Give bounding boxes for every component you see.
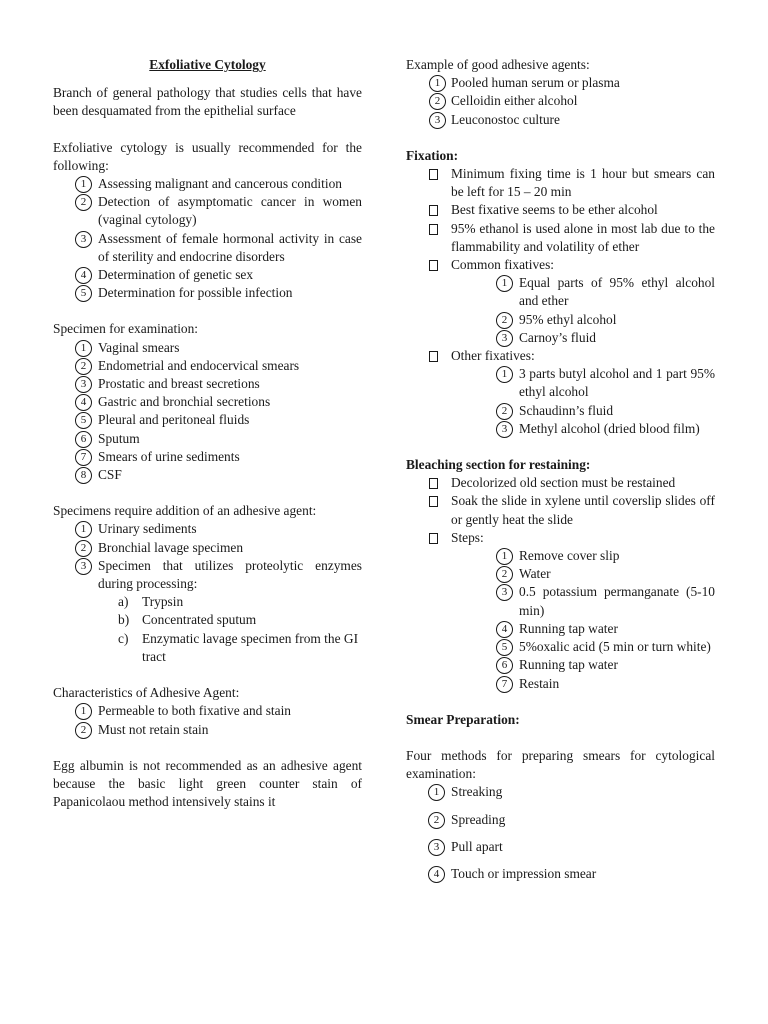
circled-number: 1 bbox=[496, 548, 513, 565]
list-item: 4 Determination of genetic sex bbox=[53, 266, 362, 284]
list-item: 2 Detection of asymptomatic cancer in women (vaginal cytology) bbox=[53, 193, 362, 229]
list-item: 2 Spreading bbox=[428, 811, 715, 829]
fixation-list bbox=[406, 165, 715, 438]
circled-number: 5 bbox=[75, 412, 92, 429]
checkbox-bullet-icon bbox=[429, 205, 438, 216]
fixation-heading: Fixation: bbox=[406, 147, 459, 163]
circled-number: 2 bbox=[75, 540, 92, 557]
list-item: 1 Vaginal smears bbox=[53, 339, 362, 357]
recommended-heading: Exfoliative cytology is usually recommended for the following: bbox=[53, 139, 362, 173]
circled-number: 2 bbox=[496, 312, 513, 329]
list-item: 1 3 parts butyl alcohol and 1 part 95% ethyl alcohol bbox=[496, 365, 715, 401]
bleaching-heading: Bleaching section for restaining: bbox=[406, 457, 591, 473]
list-item: 2 Must not retain stain bbox=[53, 721, 362, 739]
intro-paragraph: Branch of general pathology that studies cells that have been desquamated from the epithelial surface bbox=[53, 85, 362, 119]
circled-number: 6 bbox=[75, 431, 92, 448]
circled-number: 1 bbox=[496, 366, 513, 383]
circled-number: 4 bbox=[428, 866, 445, 883]
bleaching-steps-list bbox=[496, 547, 715, 693]
list-item: 2 Schaudinn’s fluid bbox=[496, 402, 715, 420]
circled-number: 2 bbox=[75, 358, 92, 375]
circled-number: 3 bbox=[429, 112, 446, 129]
list-item: 6 Sputum bbox=[53, 430, 362, 448]
list-item: 7 Restain bbox=[496, 675, 715, 693]
egg-albumin-paragraph: Egg albumin is not recommended as an adhesive agent because the basic light green counter stain of Papanicolaou method intensively stains it bbox=[53, 757, 362, 810]
list-item: c) Enzymatic lavage specimen from the GI tract bbox=[118, 630, 359, 664]
smear-methods-list bbox=[428, 783, 715, 883]
list-item: 3 Prostatic and breast secretions bbox=[53, 375, 362, 393]
list-item: 5 Pleural and peritoneal fluids bbox=[53, 411, 362, 429]
list-item: 7 Smears of urine sediments bbox=[53, 448, 362, 466]
circled-number: 3 bbox=[75, 558, 92, 575]
checkbox-bullet-icon bbox=[429, 496, 438, 507]
other-fixatives-list bbox=[496, 365, 715, 438]
circled-number: 1 bbox=[496, 275, 513, 292]
circled-number: 2 bbox=[496, 566, 513, 583]
list-item: 3 Leuconostoc culture bbox=[406, 111, 715, 129]
list-item: 6 Running tap water bbox=[496, 656, 715, 674]
list-item: 1 Equal parts of 95% ethyl alcohol and ether bbox=[496, 274, 715, 310]
circled-number: 2 bbox=[75, 722, 92, 739]
smear-heading: Smear Preparation: bbox=[406, 711, 520, 727]
checkbox-bullet-icon bbox=[429, 169, 438, 180]
circled-number: 1 bbox=[428, 784, 445, 801]
list-item: 2 Bronchial lavage specimen bbox=[53, 539, 362, 557]
list-item: Minimum fixing time is 1 hour but smears can be left for 15 – 20 min bbox=[406, 165, 715, 201]
list-item: 1 Permeable to both fixative and stain bbox=[53, 702, 362, 720]
list-item: 1 Assessing malignant and cancerous condition bbox=[53, 175, 362, 193]
circled-number: 1 bbox=[429, 75, 446, 92]
adhesive-required-heading: Specimens require addition of an adhesive agent: bbox=[53, 503, 317, 519]
list-item: 4 Touch or impression smear bbox=[428, 865, 715, 883]
circled-number: 3 bbox=[496, 421, 513, 438]
checkbox-bullet-icon bbox=[429, 478, 438, 489]
left-column bbox=[53, 56, 362, 811]
circled-number: 4 bbox=[75, 394, 92, 411]
circled-number: 8 bbox=[75, 467, 92, 484]
circled-number: 3 bbox=[75, 376, 92, 393]
circled-number: 4 bbox=[496, 621, 513, 638]
list-item: Soak the slide in xylene until coverslip slides off or gently heat the slide bbox=[406, 492, 715, 528]
list-item: 5 Determination for possible infection bbox=[53, 284, 362, 302]
list-item: Common fixatives: 1 Equal parts of 95% ethyl alcohol and ether 2 95% ethyl alcohol 3 Carnoy’s fluid bbox=[406, 256, 715, 347]
specimen-heading: Specimen for examination: bbox=[53, 321, 199, 337]
bleaching-list bbox=[406, 474, 715, 692]
list-item: 2 Water bbox=[496, 565, 715, 583]
circled-number: 1 bbox=[75, 176, 92, 193]
list-item: 1 Urinary sediments bbox=[53, 520, 362, 538]
recommended-list bbox=[53, 175, 362, 302]
checkbox-bullet-icon bbox=[429, 260, 438, 271]
list-item: Best fixative seems to be ether alcohol bbox=[406, 201, 715, 219]
list-item: 3 Pull apart bbox=[428, 838, 715, 856]
checkbox-bullet-icon bbox=[429, 351, 438, 362]
good-adhesives-heading: Example of good adhesive agents: bbox=[406, 57, 590, 72]
circled-number: 2 bbox=[428, 812, 445, 829]
list-item: b) Concentrated sputum bbox=[118, 612, 257, 628]
list-item: 1 Remove cover slip bbox=[496, 547, 715, 565]
circled-number: 1 bbox=[75, 703, 92, 720]
list-item: 5 5%oxalic acid (5 min or turn white) bbox=[496, 638, 715, 656]
circled-number: 3 bbox=[428, 839, 445, 856]
list-item: a) Trypsin bbox=[118, 594, 184, 610]
characteristics-list bbox=[53, 702, 362, 738]
characteristics-heading: Characteristics of Adhesive Agent: bbox=[53, 685, 240, 701]
page-title: Exfoliative Cytology bbox=[149, 57, 266, 72]
list-item: 1 Pooled human serum or plasma bbox=[406, 74, 715, 92]
list-item: 2 Endometrial and endocervical smears bbox=[53, 357, 362, 375]
adhesive-required-list bbox=[53, 520, 362, 593]
circled-number: 7 bbox=[496, 676, 513, 693]
circled-number: 3 bbox=[496, 584, 513, 601]
circled-number: 3 bbox=[496, 330, 513, 347]
list-item: 3 Carnoy’s fluid bbox=[496, 329, 715, 347]
common-fixatives-list bbox=[496, 274, 715, 347]
right-column bbox=[406, 56, 715, 892]
list-item: Steps: 1 Remove cover slip 2 Water 3 0.5 potassium permanganate (5-10 min) 4 Running tap water 5 5%oxalic acid (5 min or turn white) 6 Running tap water 7 Restain bbox=[406, 529, 715, 693]
proteolytic-sublist bbox=[53, 593, 362, 666]
list-item: 95% ethanol is used alone in most lab due to the flammability and volatility of ether bbox=[406, 220, 715, 256]
circled-number: 3 bbox=[75, 231, 92, 248]
list-item: Other fixatives: 1 3 parts butyl alcohol and 1 part 95% ethyl alcohol 2 Schaudinn’s fluid 3 Methyl alcohol (dried blood film) bbox=[406, 347, 715, 438]
checkbox-bullet-icon bbox=[429, 533, 438, 544]
list-item: 3 Methyl alcohol (dried blood film) bbox=[496, 420, 715, 438]
circled-number: 1 bbox=[75, 521, 92, 538]
list-item: 3 Specimen that utilizes proteolytic enzymes during processing: bbox=[53, 557, 362, 593]
list-item: 3 0.5 potassium permanganate (5-10 min) bbox=[496, 583, 715, 619]
circled-number: 5 bbox=[496, 639, 513, 656]
good-adhesives-list bbox=[406, 74, 715, 129]
list-item: 2 Celloidin either alcohol bbox=[406, 92, 715, 110]
circled-number: 7 bbox=[75, 449, 92, 466]
specimen-list bbox=[53, 339, 362, 485]
circled-number: 2 bbox=[75, 194, 92, 211]
list-item: 2 95% ethyl alcohol bbox=[496, 311, 715, 329]
list-item: Decolorized old section must be restained bbox=[406, 474, 715, 492]
circled-number: 1 bbox=[75, 340, 92, 357]
circled-number: 2 bbox=[496, 403, 513, 420]
list-item: 1 Streaking bbox=[428, 783, 715, 801]
list-item: 4 Running tap water bbox=[496, 620, 715, 638]
list-item: 8 CSF bbox=[53, 466, 362, 484]
circled-number: 5 bbox=[75, 285, 92, 302]
circled-number: 4 bbox=[75, 267, 92, 284]
smear-intro: Four methods for preparing smears for cytological examination: bbox=[406, 747, 715, 782]
list-item: 3 Assessment of female hormonal activity in case of sterility and endocrine disorders bbox=[53, 230, 362, 266]
checkbox-bullet-icon bbox=[429, 224, 438, 235]
circled-number: 2 bbox=[429, 93, 446, 110]
list-item: 4 Gastric and bronchial secretions bbox=[53, 393, 362, 411]
circled-number: 6 bbox=[496, 657, 513, 674]
